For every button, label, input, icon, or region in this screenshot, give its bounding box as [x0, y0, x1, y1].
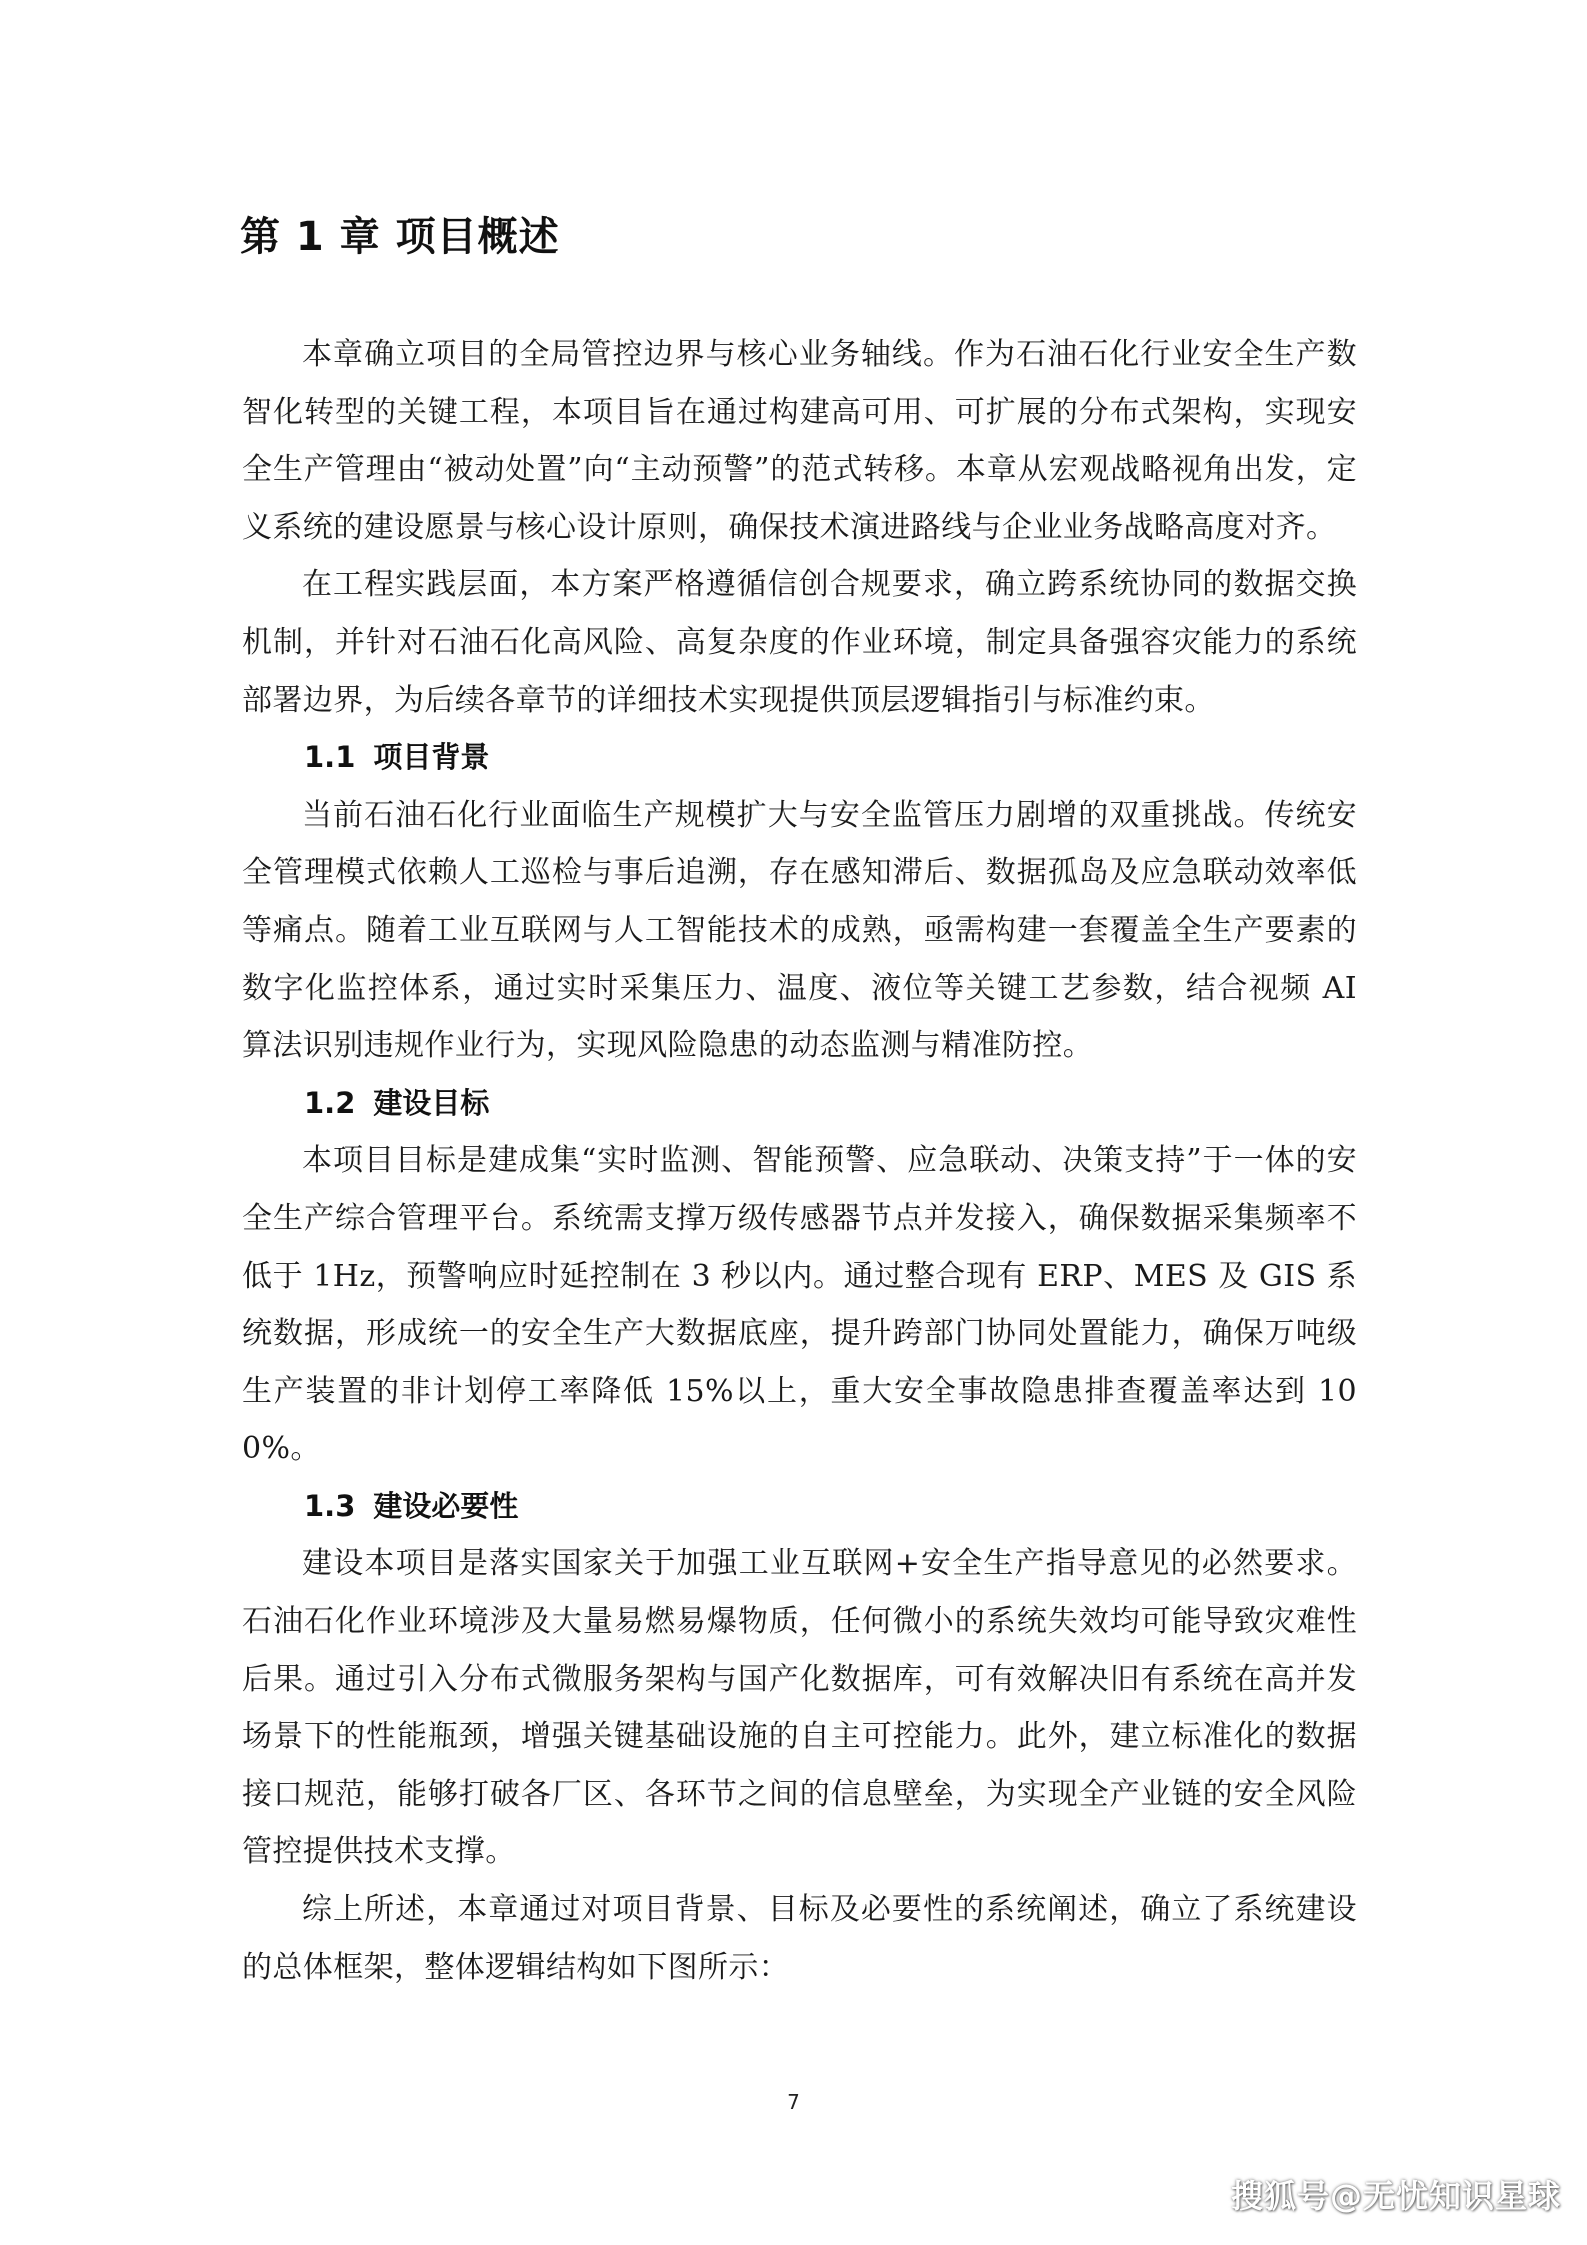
section-heading-1-3 — [242, 1478, 1357, 1536]
watermark: 搜狐号@无忧知识星球 — [1230, 2177, 1561, 2215]
section-paragraph-1-1: 当前石油石化行业面临生产规模扩大与安全监管压力剧增的双重挑战。传统安全管理模式依赖人工巡检与事后追溯，存在感知滞后、数据孤岛及应急联动效率低等痛点。随着工业互联网与人工智能技术的成熟，亟需构建一套覆盖全生产要素的数字化监控体系，通过实时采集压力、温度、液位等关键工艺参数，结合视频 AI 算法识别违规作业行为，实现风险隐患的动态监测与精准防控。 — [242, 797, 1357, 1064]
intro-paragraph-2: 在工程实践层面，本方案严格遵循信创合规要求，确立跨系统协同的数据交换机制，并针对石油石化高风险、高复杂度的作业环境，制定具备强容灾能力的系统部署边界，为后续各章节的详细技术实现提供顶层逻辑指引与标准约束。 — [242, 567, 1357, 718]
summary-paragraph: 综上所述，本章通过对项目背景、目标及必要性的系统阐述，确立了系统建设的总体框架，整体逻辑结构如下图所示： — [242, 1892, 1357, 1985]
section-paragraph-1-2: 本项目目标是建成集“实时监测、智能预警、应急联动、决策支持”于一体的安全生产综合管理平台。系统需支撑万级传感器节点并发接入，确保数据采集频率不低于 1Hz，预警响应时延控制在 3 秒以内。通过整合现有 ERP、MES 及 GIS 系统数据，形成统一的安全生产大数据底座，提升跨部门协同处置能力，确保万吨级生产装置的非计划停工率降低 15%以上，重大安全事故隐患排查覆盖率达到 100%。 — [242, 1143, 1357, 1467]
section-number: 1.2 — [304, 1085, 356, 1120]
section-paragraph-1-3: 建设本项目是落实国家关于加强工业互联网+安全生产指导意见的必然要求。石油石化作业环境涉及大量易燃易爆物质，任何微小的系统失效均可能导致灾难性后果。通过引入分布式微服务架构与国产化数据库，可有效解决旧有系统在高并发场景下的性能瓶颈，增强关键基础设施的自主可控能力。此外，建立标准化的数据接口规范，能够打破各厂区、各环节之间的信息壁垒，为实现全产业链的安全风险管控提供技术支撑。 — [242, 1546, 1357, 1870]
section-title: 项目背景 — [373, 740, 490, 775]
intro-paragraph-1: 本章确立项目的全局管控边界与核心业务轴线。作为石油石化行业安全生产数智化转型的关键工程，本项目旨在通过构建高可用、可扩展的分布式架构，实现安全生产管理由“被动处置”向“主动预警”的范式转移。本章从宏观战略视角出发，定义系统的建设愿景与核心设计原则，确保技术演进路线与企业业务战略高度对齐。 — [242, 337, 1357, 545]
section-number: 1.1 — [304, 740, 356, 775]
section-title: 建设目标 — [373, 1085, 490, 1120]
section-title: 建设必要性 — [373, 1488, 519, 1523]
document-body — [242, 326, 1357, 1996]
chapter-title: 第 1 章 项目概述 — [240, 214, 560, 260]
page-number: 7 — [787, 2090, 800, 2114]
section-heading-1-1 — [242, 729, 1357, 787]
section-heading-1-2 — [242, 1075, 1357, 1133]
section-number: 1.3 — [304, 1488, 356, 1523]
